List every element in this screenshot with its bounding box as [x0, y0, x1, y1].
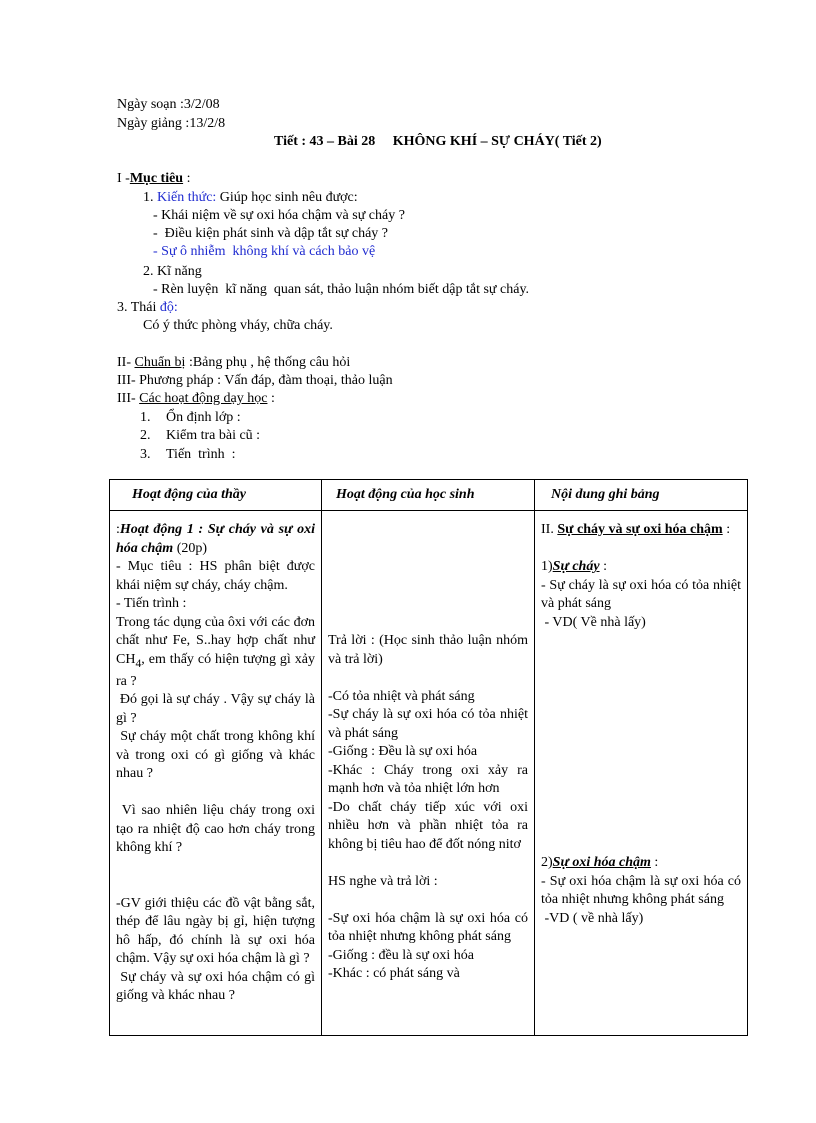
s2-title: Sự oxi hóa chậm: [552, 855, 651, 870]
knowledge-item-1: - Khái niệm về sự oxi hóa chậm và sự cháy ?: [153, 208, 405, 223]
student-answer-8: -Giống : đều là sự oxi hóa: [328, 947, 475, 963]
activity-title-text: Hoạt động 1 : Sự cháy và sự oxi hóa chậm: [116, 522, 315, 556]
attitude-item: Có ý thức phòng vháy, chữa cháy.: [143, 318, 333, 333]
activities-heading: [117, 390, 275, 408]
student-answer-6: HS nghe và trả lời :: [328, 873, 438, 889]
table-header-row: [110, 480, 748, 511]
preparation-label: Chuẩn bị: [134, 355, 186, 370]
lesson-title: Tiết : 43 – Bài 28 KHÔNG KHÍ – SỰ CHÁY( Tiết 2): [274, 134, 602, 149]
step-number: 2.: [140, 428, 151, 443]
preparation-line: [117, 354, 350, 372]
student-answer-3: -Giống : Đều là sự oxi hóa: [328, 744, 478, 759]
teacher-question-1: [116, 614, 315, 692]
skills-item: - Rèn luyện kĩ năng quan sát, thảo luận nhóm biết dập tắt sự cháy.: [153, 282, 530, 297]
objectives-label: Mục tiêu: [129, 171, 184, 186]
activity-step-2: [140, 427, 260, 445]
q1-part-b: , em thấy có hiện tượng gì xảy ra ?: [116, 651, 315, 689]
board-section-2-vd: -VD ( về nhà lấy): [541, 910, 644, 926]
knowledge-label: Kiến thức:: [157, 190, 217, 205]
board-heading-text: Sự cháy và sự oxi hóa chậm: [557, 522, 723, 537]
board-heading: [541, 521, 741, 540]
step-text: Ổn định lớp :: [166, 410, 241, 425]
student-answer-9: -Khác : có phát sáng và: [328, 966, 460, 981]
knowledge-intro: Giúp học sinh nêu được:: [216, 190, 358, 205]
teacher-cell: [110, 511, 322, 1036]
skills-heading: 2. Kĩ năng: [143, 264, 202, 279]
board-cell: [535, 511, 748, 1036]
teacher-question-4: Vì sao nhiên liệu cháy trong oxi tạo ra nhiệt độ cao hơn cháy trong không khí ?: [116, 803, 319, 856]
board-heading-prefix: II.: [541, 522, 558, 537]
attitude-label: độ:: [159, 300, 178, 315]
header-student: Hoạt động của học sinh: [322, 480, 535, 511]
step-number: 3.: [140, 447, 151, 462]
s1-suffix: :: [599, 559, 607, 574]
board-section-2-def: - Sự oxi hóa chậm là sự oxi hóa có tỏa nhiệt nhưng không phát sáng: [541, 873, 741, 907]
student-answer-1: -Có tỏa nhiệt và phát sáng: [328, 688, 475, 704]
s2-suffix: :: [650, 855, 659, 870]
teacher-question-3: Sự cháy một chất trong không khí và trong oxi có gì giống và khác nhau ?: [116, 729, 319, 782]
step-text: Kiểm tra bài cũ :: [166, 428, 261, 443]
q1-subscript: 4: [135, 656, 142, 670]
board-section-1-vd: - VD( Về nhà lấy): [541, 614, 646, 630]
date-taught: Ngày giảng :13/2/8: [117, 116, 226, 131]
student-cell: [322, 511, 535, 1036]
method-line: III- Phương pháp : Vấn đáp, đàm thoại, thảo luận: [117, 373, 393, 388]
lesson-table: [109, 479, 748, 1036]
student-answer-5: -Do chất cháy tiếp xúc với oxi nhiều hơn và phần nhiệt tỏa ra không bị tiêu hao để đốt nóng nitơ: [328, 799, 528, 852]
activity-step-1: [140, 409, 241, 427]
teacher-question-5: -GV giới thiệu các đồ vật bằng sắt, thép để lâu ngày bị gỉ, hiện tượng hô hấp, đó chính là sự oxi hóa chậm. Vậy sự oxi hóa chậm là gì ?: [116, 895, 315, 967]
attitude-prefix: 3. Thái: [117, 300, 160, 315]
objectives-prefix: I -: [117, 171, 130, 186]
activity-step-3: [140, 446, 236, 464]
teacher-question-6: Sự cháy và sự oxi hóa chậm có gì giống và khác nhau ?: [116, 969, 319, 1004]
activity-time: (20p): [173, 540, 208, 556]
knowledge-prefix: 1.: [143, 190, 157, 205]
step-number: 1.: [140, 410, 151, 425]
s2-prefix: 2): [541, 855, 553, 870]
objectives-suffix: :: [183, 171, 191, 186]
teacher-process: - Tiến trình :: [116, 596, 187, 611]
activity-title: [116, 521, 315, 558]
objectives-heading: [117, 170, 190, 188]
preparation-text: :Bảng phụ , hệ thống câu hỏi: [185, 355, 351, 370]
student-answer-0: Trả lời : (Học sinh thảo luận nhóm và trả lời): [328, 633, 528, 667]
date-prepared: Ngày soạn :3/2/08: [117, 97, 220, 112]
activities-prefix: III-: [117, 391, 140, 406]
knowledge-item-2: - Điều kiện phát sinh và dập tắt sự cháy ?: [153, 226, 389, 241]
teacher-goal: - Mục tiêu : HS phân biệt được khái niệm sự cháy, cháy chậm.: [116, 559, 315, 593]
step-text: Tiến trình :: [166, 447, 236, 462]
board-section-1-def: - Sự cháy là sự oxi hóa có tỏa nhiệt và phát sáng: [541, 577, 741, 611]
board-section-1-title: [541, 558, 741, 577]
student-answer-2: -Sự cháy là sự oxi hóa có tỏa nhiệt và phát sáng: [328, 707, 528, 741]
knowledge-item-3: - Sự ô nhiễm không khí và cách bảo vệ: [153, 244, 376, 259]
header-board: Nội dung ghi bảng: [535, 480, 748, 511]
table-row: [110, 511, 748, 1036]
q1-part-a: Trong tác dụng của ôxi với các đơn chất như Fe, S..hay hợp chất như CH: [116, 614, 315, 667]
student-answer-7: -Sự oxi hóa chậm là sự oxi hóa có tỏa nhiệt nhưng không phát sáng: [328, 910, 528, 944]
s1-prefix: 1): [541, 559, 553, 574]
knowledge-heading: [143, 189, 358, 207]
attitude-heading: [117, 299, 178, 317]
activities-suffix: :: [267, 391, 275, 406]
board-section-2-title: [541, 854, 741, 873]
activity-prefix: :: [116, 522, 120, 537]
s1-title: Sự cháy: [552, 559, 600, 574]
header-teacher: Hoạt động của thầy: [110, 480, 322, 511]
student-answer-4: -Khác : Cháy trong oxi xảy ra mạnh hơn và tỏa nhiệt lớn hơn: [328, 762, 528, 796]
preparation-prefix: II-: [117, 355, 135, 370]
teacher-question-2: Đó gọi là sự cháy . Vậy sự cháy là gì ?: [116, 692, 319, 726]
activities-label: Các hoạt động dạy học: [139, 391, 268, 406]
board-heading-suffix: :: [722, 522, 731, 537]
